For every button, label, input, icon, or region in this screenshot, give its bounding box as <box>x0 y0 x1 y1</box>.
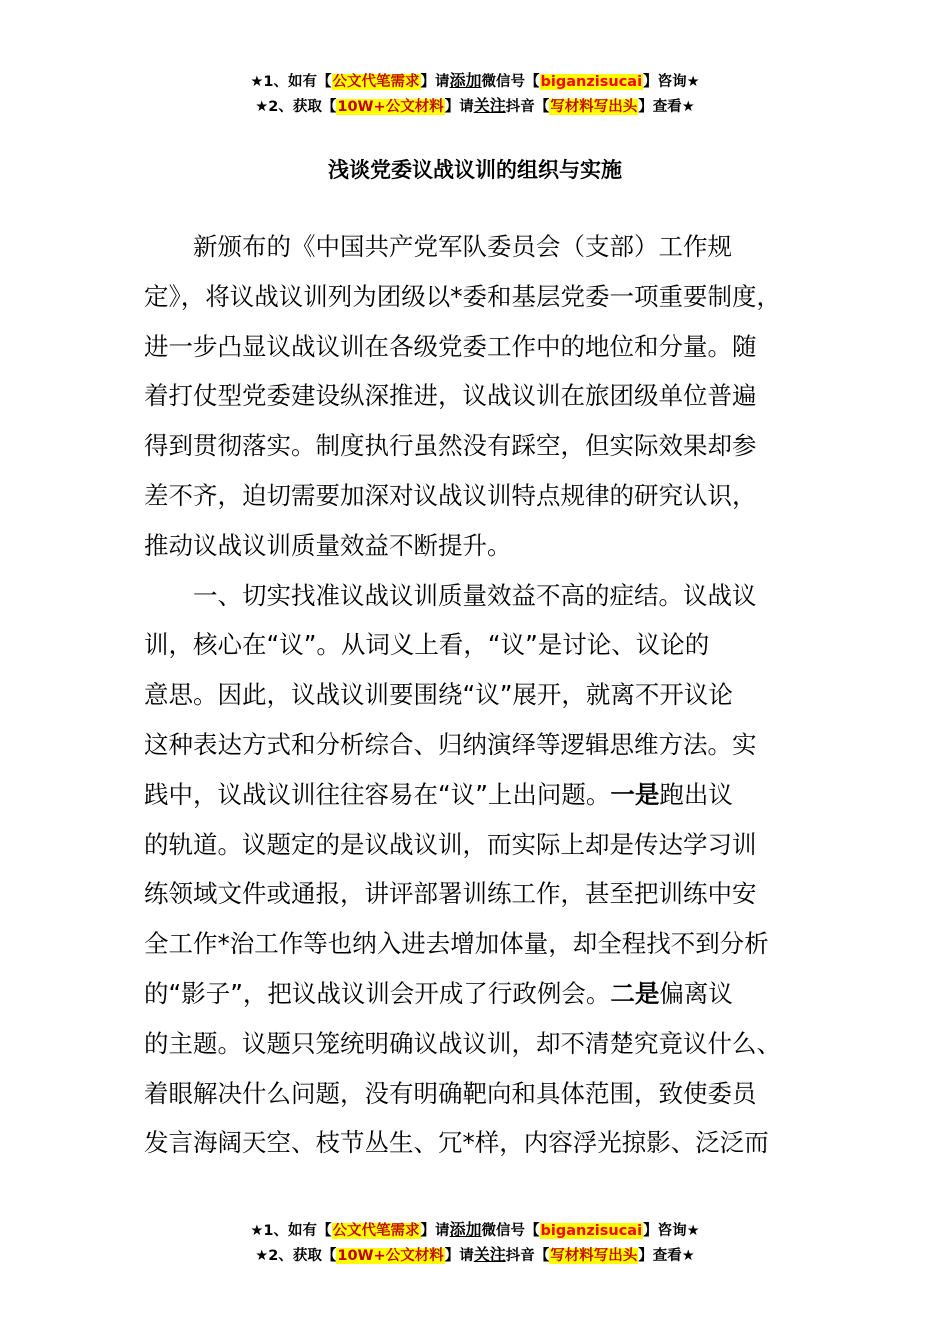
body-line: 进一步凸显议战议训在各级党委工作中的地位和分量。随 <box>144 331 757 361</box>
banner-emphasis: 添加 <box>449 71 482 90</box>
banner-line-2 <box>0 1243 950 1268</box>
banner-text: 2、获取【 <box>268 99 337 115</box>
banner-emphasis: 关注 <box>473 96 506 115</box>
body-line: 的主题。议题只笼统明确议战议训，却不清楚究竟议什么、 <box>144 1028 781 1058</box>
star-icon: ★ <box>250 1223 264 1239</box>
body-line: 差不齐，迫切需要加深对议战议训特点规律的研究认识， <box>144 480 757 510</box>
body-line: 发言海阔天空、枝节丛生、冗*样，内容浮光掠影、泛泛而 <box>144 1128 769 1158</box>
star-icon: ★ <box>255 99 269 115</box>
banner-line-1 <box>0 69 950 94</box>
highlight-service: 公文代笔需求 <box>332 1223 420 1239</box>
banner-text: 】咨询★ <box>643 74 700 90</box>
banner-text: 】查看★ <box>638 1248 695 1264</box>
body-line: 着打仗型党委建设纵深推进，议战议训在旅团级单位普遍 <box>144 381 757 411</box>
banner-text: 】请 <box>420 74 450 90</box>
banner-text: 1、如有【 <box>263 1223 332 1239</box>
body-line: 的轨道。议题定的是议战议训，而实际上却是传达学习训 <box>144 829 757 859</box>
header-banner <box>0 69 950 119</box>
body-text: 的“影子”，把议战议训会开成了行政例会。 <box>144 978 611 1008</box>
star-icon: ★ <box>255 1248 269 1264</box>
banner-text: 抖音【 <box>505 1248 550 1264</box>
body-line <box>144 969 824 1019</box>
banner-text: 微信号【 <box>481 1223 540 1239</box>
highlight-materials: 10W+公文材料 <box>337 1248 444 1264</box>
body-line: 训，核心在“议”。从词义上看，“议”是讨论、议论的 <box>144 630 710 660</box>
body-line: 新颁布的《中国共产党军队委员会（支部）工作规 <box>193 232 732 261</box>
banner-text: 微信号【 <box>481 74 540 90</box>
highlight-wechat-id: biganzisucai <box>540 74 643 90</box>
body-line: 练领域文件或通报，讲评部署训练工作，甚至把训练中安 <box>144 879 757 909</box>
body-line: 推动议战议训质量效益不断提升。 <box>144 530 512 560</box>
bold-marker: 二是 <box>610 978 660 1008</box>
banner-emphasis: 添加 <box>449 1220 482 1239</box>
body-line: 定》，将议战议训列为团级以*委和基层党委一项重要制度， <box>144 281 781 311</box>
body-line: 这种表达方式和分析综合、归纳演绎等逻辑思维方法。实 <box>144 729 757 759</box>
highlight-materials: 10W+公文材料 <box>337 99 444 115</box>
banner-text: 】请 <box>420 1223 450 1239</box>
banner-text: 】请 <box>444 1248 474 1264</box>
bold-marker: 一是 <box>610 779 660 809</box>
banner-text: 】咨询★ <box>643 1223 700 1239</box>
banner-text: 2、获取【 <box>268 1248 337 1264</box>
body-line: 着眼解决什么问题，没有明确靶向和具体范围，致使委员 <box>144 1078 757 1108</box>
body-text: 跑出议 <box>659 779 733 809</box>
star-icon: ★ <box>250 74 264 90</box>
body-text: 偏离议 <box>659 978 733 1008</box>
document-body <box>144 222 824 1168</box>
highlight-douyin: 写材料写出头 <box>550 99 638 115</box>
banner-line-1 <box>0 1218 950 1243</box>
footer-banner <box>0 1218 950 1268</box>
body-line: 意思。因此，议战议训要围绕“议”展开，就离不开议论 <box>144 680 733 710</box>
body-line <box>144 770 824 820</box>
body-line: 得到贯彻落实。制度执行虽然没有踩空，但实际效果却参 <box>144 431 757 461</box>
banner-line-2 <box>0 94 950 119</box>
highlight-douyin: 写材料写出头 <box>550 1248 638 1264</box>
banner-text: 】查看★ <box>638 99 695 115</box>
banner-emphasis: 关注 <box>473 1245 506 1264</box>
highlight-wechat-id: biganzisucai <box>540 1223 643 1239</box>
body-line: 全工作*治工作等也纳入进去增加体量，却全程找不到分析 <box>144 929 769 959</box>
body-text: 践中，议战议训往往容易在“议”上出问题。 <box>144 779 611 809</box>
banner-text: 1、如有【 <box>263 74 332 90</box>
banner-text: 抖音【 <box>505 99 550 115</box>
document-title: 浅谈党委议战议训的组织与实施 <box>328 158 622 182</box>
banner-text: 】请 <box>444 99 474 115</box>
body-line: 一、切实找准议战议训质量效益不高的症结。议战议 <box>193 580 757 610</box>
highlight-service: 公文代笔需求 <box>332 74 420 90</box>
